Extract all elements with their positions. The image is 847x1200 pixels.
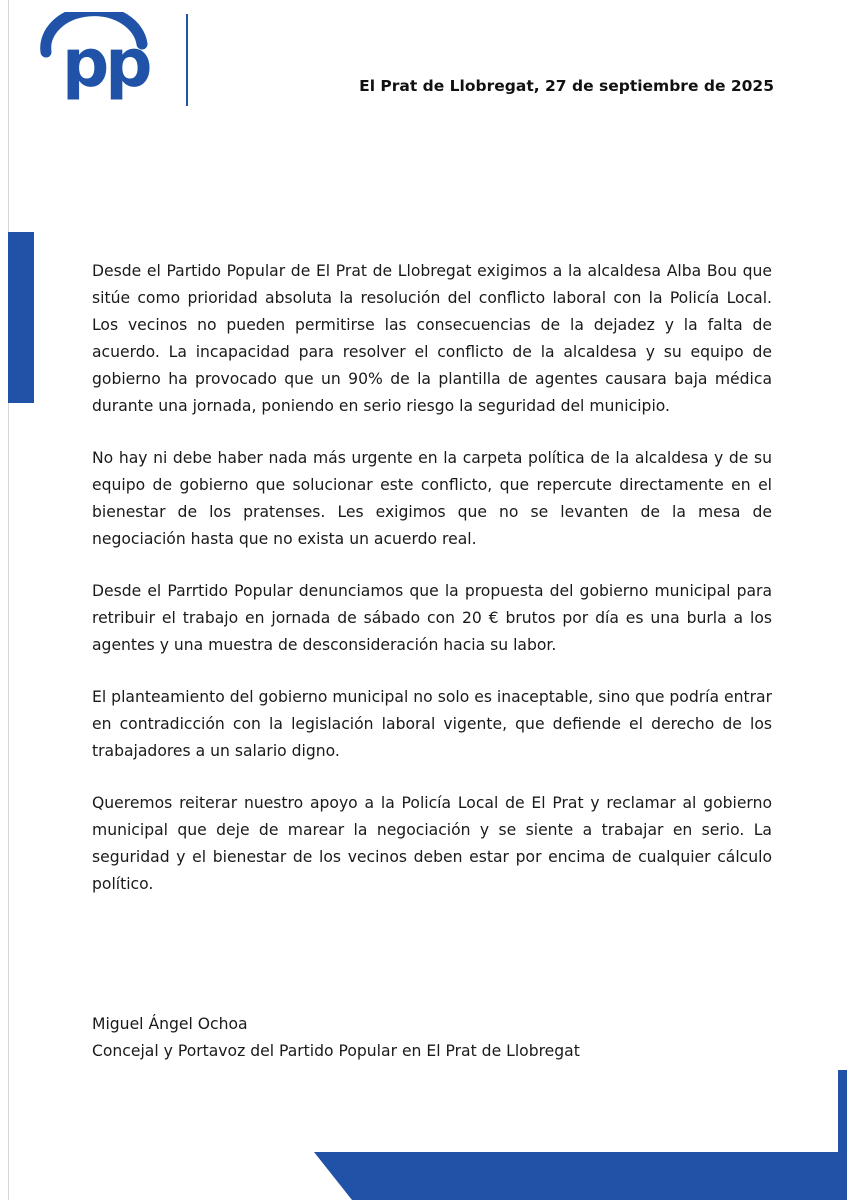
paragraph: Desde el Partido Popular de El Prat de Llobregat exigimos a la alcaldesa Alba Bou que sitúe como prioridad absoluta la resolución del conflicto laboral con la Policía Local. Los vecinos no pueden permitirse las consecuencias de la dejadez y la falta de acuerdo. La incapacidad para resolver el conflicto de la alcaldesa y su equipo de gobierno ha provocado que un 90% de la plantilla de agentes causara baja médica durante una jornada, poniendo en serio riesgo la seguridad del municipio.: [92, 262, 772, 415]
date-line: El Prat de Llobregat, 27 de septiembre de 2025: [359, 77, 774, 95]
paragraph: Queremos reiterar nuestro apoyo a la Policía Local de El Prat y reclamar al gobierno municipal que deje de marear la negociación y se siente a trabajar en serio. La seguridad y el bienestar de los vecinos deben estar por encima de cualquier cálculo político.: [92, 794, 772, 893]
signatory-name: Miguel Ángel Ochoa: [92, 1015, 248, 1033]
letter-body: [92, 258, 772, 923]
left-accent-bar: [8, 232, 34, 403]
paragraph: El planteamiento del gobierno municipal no solo es inaceptable, sino que podría entrar en contradicción con la legislación laboral vigente, que defiende el derecho de los trabajadores a un salario digno.: [92, 688, 772, 760]
page-edge-line: [8, 0, 9, 1200]
pp-party-logo-icon: [26, 12, 152, 108]
header-divider: [186, 14, 188, 106]
signatory-title: Concejal y Portavoz del Partido Popular en El Prat de Llobregat: [92, 1042, 580, 1060]
logo-text: pp: [62, 25, 149, 102]
paragraph: Desde el Parrtido Popular denunciamos que la propuesta del gobierno municipal para retribuir el trabajo en jornada de sábado con 20 € brutos por día es una burla a los agentes y una muestra de desconsideración hacia su labor.: [92, 582, 772, 654]
footer-accent-shape: [0, 1070, 847, 1200]
signature-block: [92, 1011, 782, 1065]
paragraph: No hay ni debe haber nada más urgente en la carpeta política de la alcaldesa y de su equipo de gobierno que solucionar este conflicto, que repercute directamente en el bienestar de los pratenses. Les exigimos que no se levanten de la mesa de negociación hasta que no exista un acuerdo real.: [92, 449, 772, 548]
